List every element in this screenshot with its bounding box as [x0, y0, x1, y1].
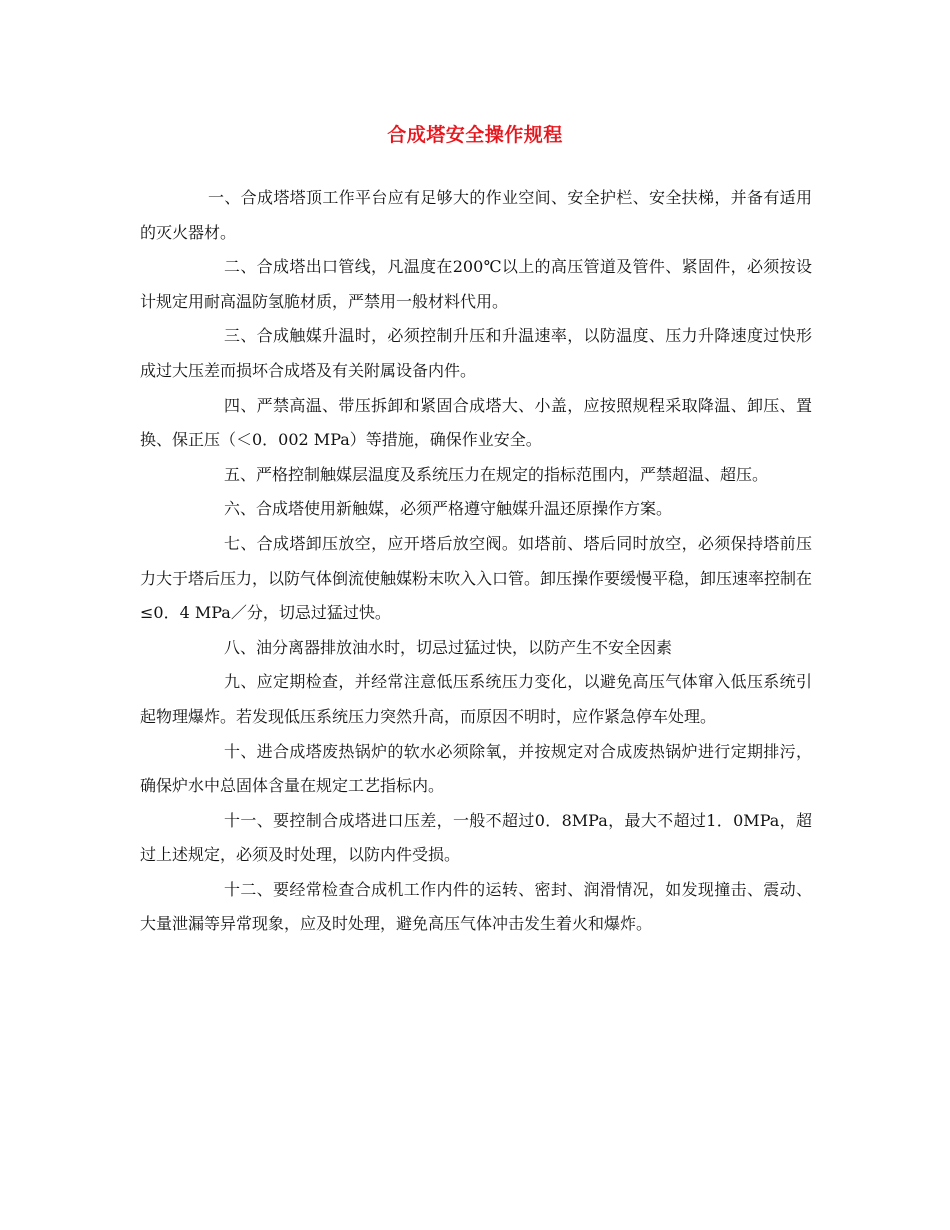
paragraph-11: 十一、要控制合成塔进口压差，一般不超过0．8MPa，最大不超过1．0MPa，超过上述规定，必须及时处理，以防内件受损。	[140, 810, 812, 865]
paragraph-3: 三、合成触媒升温时，必须控制升压和升温速率，以防温度、压力升降速度过快形成过大压差而损坏合成塔及有关附属设备内件。	[140, 326, 812, 380]
paragraph-7: 七、合成塔卸压放空，应开塔后放空阀。如塔前、塔后同时放空，必须保持塔前压力大于塔后压力，以防气体倒流使触媒粉末吹入入口管。卸压操作要缓慢平稳，卸压速率控制在≤0．4 MPa／分，切忌过猛过快。	[140, 533, 813, 623]
paragraph-10: 十、进合成塔废热锅炉的软水必须除氧，并按规定对合成废热锅炉进行定期排污，确保炉水中总固体含量在规定工艺指标内。	[140, 741, 812, 796]
paragraph-5: 五、严格控制触媒层温度及系统压力在规定的指标范围内，严禁超温、超压。	[224, 464, 769, 484]
paragraph-9: 九、应定期检查，并经常注意低压系统压力变化，以避免高压气体窜入低压系统引起物理爆炸。若发现低压系统压力突然升高，而原因不明时，应作紧急停车处理。	[140, 672, 812, 726]
paragraph-12: 十二、要经常检查合成机工作内件的运转、密封、润滑情况，如发现撞击、震动、大量泄漏等异常现象，应及时处理，避免高压气体冲击发生着火和爆炸。	[140, 879, 812, 934]
document-body	[140, 181, 812, 942]
document-title: 合成塔安全操作规程	[387, 124, 563, 146]
paragraph-1: 一、合成塔塔顶工作平台应有足够大的作业空间、安全护栏、安全扶梯，并备有适用的灭火器材。	[140, 188, 812, 242]
paragraph-4: 四、严禁高温、带压拆卸和紧固合成塔大、小盖，应按照规程采取降温、卸压、置换、保正压（＜0．002 MPa）等措施，确保作业安全。	[140, 395, 812, 450]
paragraph-8: 八、油分离器排放油水时，切忌过猛过快，以防产生不安全因素	[224, 637, 673, 657]
paragraph-2: 二、合成塔出口管线，凡温度在200℃以上的高压管道及管件、紧固件，必须按设计规定用耐高温防氢脆材质，严禁用一般材料代用。	[140, 257, 812, 311]
paragraph-6: 六、合成塔使用新触媒，必须严格遵守触媒升温还原操作方案。	[224, 499, 673, 519]
